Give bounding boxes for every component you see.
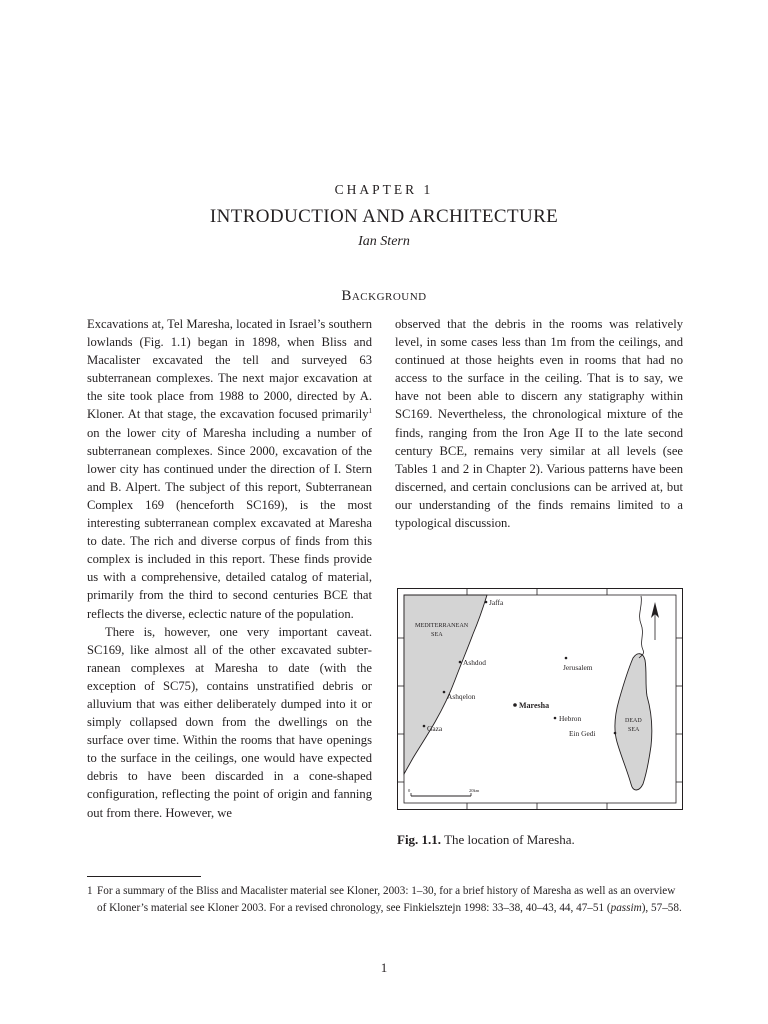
figure-caption [397, 832, 683, 848]
svg-text:Maresha: Maresha [519, 701, 550, 710]
body-paragraph-2: There is, however, one very important caveat. SC169, like almost all of the other excavated subterranean complexes at Maresha to date (with the exception of SC75), contains unstratified debris or alluvium that was either deliberately dumped into it or simply collapsed down from the dwellings on the surface over time. Within the rooms that have openings to the surface in the ceilings, one would have expected debris to have been discarded in a cone-shaped configuration, reflecting the point of origin and fanning out from there. However, we [87, 624, 372, 820]
svg-text:Gaza: Gaza [427, 724, 443, 733]
svg-text:0: 0 [408, 788, 411, 793]
location-map [397, 588, 683, 810]
body-paragraph-3: observed that the debris in the rooms was relatively level, in some cases less than 1m from the ceilings, and continued at those heights even in rooms that had no access to the surface in the ceiling. That is to say, we have not been able to discern any statigraphy within SC169. Nevertheless, the chronological mixture of the finds, ranging from the Iron Age II to the late second century BCE, remains very similar at all levels (see Tables 1 and 2 in Chapter 2). Various patterns have been discerned, and certain conclusions can be arrived at, but our understanding of the finds remains limited to a typological discussion. [395, 317, 683, 531]
svg-text:Ashdod: Ashdod [463, 658, 486, 667]
svg-text:Jerusalem: Jerusalem [563, 663, 593, 672]
svg-text:Ein Gedi: Ein Gedi [569, 729, 596, 738]
sea-label: SEA [431, 631, 443, 638]
footnote-number: 1 [87, 885, 93, 897]
body-column-left [87, 315, 372, 822]
chapter-label: CHAPTER 1 [334, 182, 434, 197]
sea-label: MEDITERRANEAN [415, 622, 469, 629]
figure-map [397, 588, 683, 810]
dead-sea-label: DEAD [625, 718, 642, 724]
svg-text:Jaffa: Jaffa [489, 598, 504, 607]
svg-text:20km: 20km [469, 788, 480, 793]
svg-text:Hebron: Hebron [559, 714, 582, 723]
footnote-divider [87, 876, 201, 877]
paragraph-text: Excavations at, Tel Maresha, located in Israel’s southern lowlands (Fig. 1.1) began in 1898, when Bliss and Macalister excavated the tell and surveyed 63 subterranean complexes. The next major excavation at the site took place from 1988 to 2000, directed by A. Kloner. At that stage, the excavation focused primarily [87, 317, 372, 422]
place-maresha [513, 701, 549, 710]
chapter-author: Ian Stern [358, 234, 410, 249]
body-column-right [395, 315, 683, 532]
place-ashdod [459, 658, 487, 667]
body-paragraph-1 [87, 315, 372, 623]
place-ashqelon [443, 691, 476, 701]
footnote [87, 883, 685, 917]
chapter-title: INTRODUCTION AND ARCHITECTURE [209, 206, 559, 227]
footnote-text: For a summary of the Bliss and Macalister material see Kloner, 2003: 1–30, for a brief history of Maresha as well as an overview of Kloner’s material see Kloner 2003. For a revised chronology, see Finkielsztejn 1998: 33–38, 40–43, 44, 47–51 (passim), 57–58. [97, 885, 682, 914]
svg-text:Ashqelon: Ashqelon [447, 692, 476, 701]
footnote-reference[interactable]: 1 [368, 407, 372, 416]
paragraph-text: on the lower city of Maresha including a number of subterranean complexes. Since 2000, excavation of the lower city has continued under the direction of I. Stern and B. Alpert. The subject of this report, Subterranean Complex 169 (henceforth SC169), is the most interesting subterranean complex excavated at Maresha to date. The rich and diverse corpus of finds from this complex is included in this report. These finds provide us with a comprehensive, detailed catalog of material, primarily from the third to second centuries BCE that reflects the diverse, eclectic nature of the population. [87, 425, 372, 621]
dead-sea-label: SEA [628, 727, 640, 733]
section-heading: Background [341, 288, 427, 304]
figure-number: Fig. 1.1. [397, 832, 442, 847]
figure-caption-text: The location of Maresha. [441, 832, 575, 847]
page-number: 1 [380, 960, 388, 975]
